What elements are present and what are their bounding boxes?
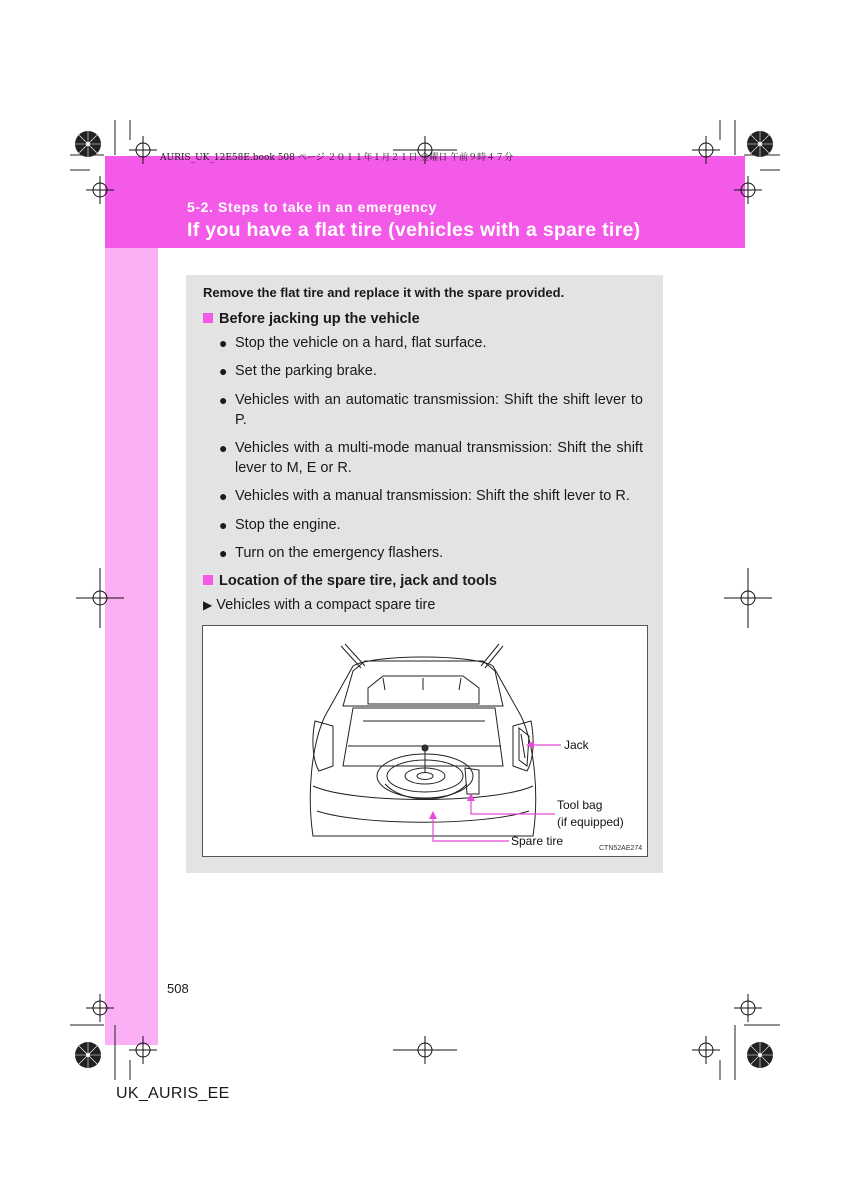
- list-item-text: Vehicles with a multi-mode manual transmission: Shift the shift lever to M, E or R.: [235, 440, 643, 476]
- bullet-icon: ●: [219, 545, 228, 561]
- square-bullet-icon: [203, 575, 213, 585]
- print-info: AURIS_UK_12E58E.book 508 ページ ２０１１年１月２１日 金曜日 午前９時４７分: [160, 153, 514, 163]
- figure-code: CTN52AE274: [599, 845, 643, 852]
- play-arrow-icon: ▶: [203, 598, 213, 612]
- list-item-text: Vehicles with a manual transmission: Shift the shift lever to R.: [235, 488, 630, 504]
- section-label: 5-2. Steps to take in an emergency: [187, 199, 437, 215]
- list-item-text: Stop the vehicle on a hard, flat surface.: [235, 335, 487, 351]
- list-item-text: Vehicles with an automatic transmission: Shift the shift lever to P.: [235, 392, 643, 428]
- bullet-icon: ●: [219, 517, 228, 533]
- page-number: 508: [167, 981, 189, 996]
- list-item: [219, 486, 643, 506]
- bullet-icon: ●: [219, 335, 228, 351]
- page-title: If you have a flat tire (vehicles with a spare tire): [187, 219, 641, 241]
- arrow-item-text: Vehicles with a compact spare tire: [216, 597, 436, 613]
- heading-before-jacking: [203, 311, 420, 327]
- list-item: [219, 390, 643, 430]
- tool-bag-label: Tool bag: [557, 798, 603, 812]
- list-item-text: Set the parking brake.: [235, 363, 377, 379]
- heading-text: Before jacking up the vehicle: [219, 311, 420, 327]
- list-item-text: Turn on the emergency flashers.: [235, 545, 444, 561]
- list-item: [219, 515, 643, 535]
- bullet-icon: ●: [219, 363, 228, 379]
- bullet-icon: ●: [219, 392, 228, 408]
- bullet-icon: ●: [219, 488, 228, 504]
- list-item: [219, 333, 643, 353]
- bullet-icon: ●: [219, 440, 228, 456]
- tool-bag-note: (if equipped): [557, 815, 624, 829]
- trunk-illustration: [202, 625, 648, 857]
- footer-code: UK_AURIS_EE: [116, 1085, 230, 1102]
- arrow-item: [203, 597, 435, 613]
- list-item: [219, 543, 643, 563]
- list-item: [219, 438, 643, 478]
- square-bullet-icon: [203, 313, 213, 323]
- list-item-text: Stop the engine.: [235, 517, 341, 533]
- jack-label: Jack: [564, 738, 589, 752]
- list-item: [219, 361, 643, 381]
- heading-location: [203, 573, 497, 589]
- intro-text: Remove the flat tire and replace it with the spare provided.: [203, 285, 565, 300]
- spare-tire-label: Spare tire: [511, 834, 564, 848]
- heading-text: Location of the spare tire, jack and tools: [219, 573, 497, 589]
